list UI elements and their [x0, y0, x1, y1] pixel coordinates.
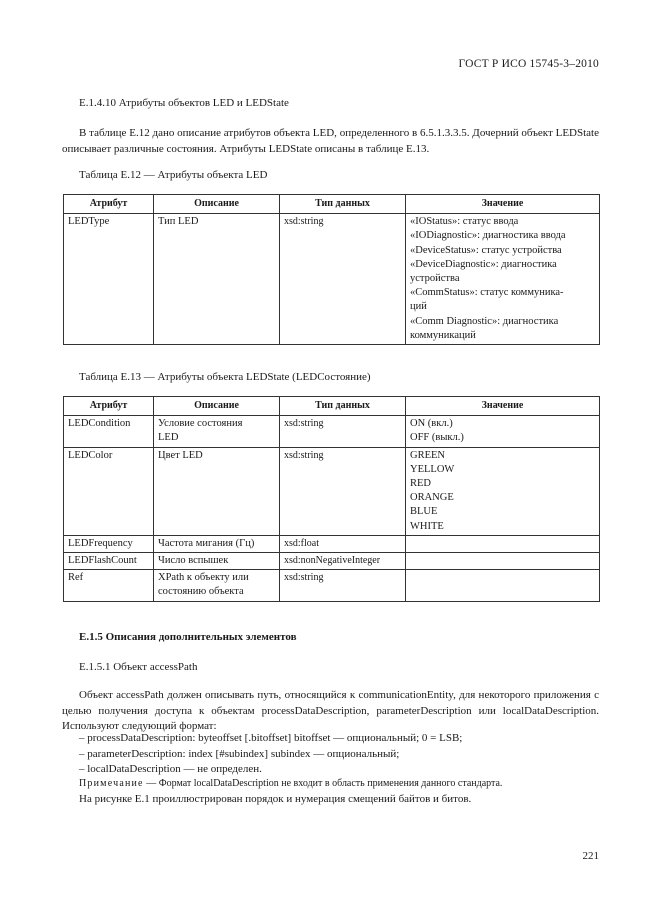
cell-description: [154, 416, 280, 447]
value-line: «Comm Diagnostic»: диагностика: [410, 315, 559, 327]
list-item: – parameterDescription: index [#subindex] subindex — опциональный;: [79, 747, 400, 760]
value-line: OFF (выкл.): [410, 432, 464, 444]
document-header: ГОСТ Р ИСО 15745-3–2010: [458, 58, 599, 70]
value-line: GREEN: [410, 449, 445, 461]
description-line: LED: [158, 432, 179, 444]
column-header-description: Описание: [154, 195, 280, 214]
table-row: [64, 553, 600, 570]
cell-datatype: xsd:string: [280, 570, 406, 601]
value-line: WHITE: [410, 520, 444, 532]
cell-attribute: LEDColor: [64, 447, 154, 535]
cell-datatype: xsd:string: [280, 214, 406, 345]
cell-description: [154, 570, 280, 601]
table-e12: [63, 194, 600, 345]
value-line: ций: [410, 301, 427, 313]
section-heading-e151: E.1.5.1 Объект accessPath: [79, 661, 198, 673]
cell-value: [406, 570, 600, 601]
page-number: 221: [582, 850, 599, 862]
cell-attribute: Ref: [64, 570, 154, 601]
value-line: ON (вкл.): [410, 418, 453, 430]
column-header-attribute: Атрибут: [64, 195, 154, 214]
section-heading-e1410: E.1.4.10 Атрибуты объектов LED и LEDState: [79, 97, 289, 109]
column-header-value: Значение: [406, 397, 600, 416]
cell-value: [406, 214, 600, 345]
description-line: состоянию объекта: [158, 586, 244, 598]
cell-description: [154, 447, 280, 535]
description-line: Цвет LED: [158, 449, 203, 461]
value-line: BLUE: [410, 506, 438, 518]
value-line: RED: [410, 478, 431, 490]
value-line: устройства: [410, 273, 460, 285]
table-row: [64, 535, 600, 552]
cell-attribute: LEDType: [64, 214, 154, 345]
table-e13-caption: Таблица E.13 — Атрибуты объекта LEDState (LEDСостояние): [79, 371, 371, 383]
value-line: «DeviceStatus»: статус устройства: [410, 244, 562, 256]
value-line: «CommStatus»: статус коммуника-: [410, 287, 564, 299]
note-label: Примечание: [79, 778, 144, 789]
column-header-datatype: Тип данных: [280, 195, 406, 214]
cell-description: [154, 535, 280, 552]
cell-description: Тип LED: [154, 214, 280, 345]
value-line: «IOStatus»: статус ввода: [410, 216, 519, 228]
section-e1410-paragraph: В таблице E.12 дано описание атрибутов объекта LED, определенного в 6.5.1.3.3.5. Дочерний объект LEDState описывает различные состояния. Атрибуты LEDState описаны в таблице E.13.: [62, 127, 599, 155]
description-line: Частота мигания (Гц): [158, 537, 255, 549]
value-line: коммуникаций: [410, 329, 476, 341]
cell-datatype: xsd:float: [280, 535, 406, 552]
cell-attribute: LEDFlashCount: [64, 553, 154, 570]
value-line: «DeviceDiagnostic»: диагностика: [410, 258, 557, 270]
description-line: XPath к объекту или: [158, 572, 249, 584]
list-item: – localDataDescription — не определен.: [79, 763, 262, 775]
table-header-row: [64, 195, 600, 214]
column-header-description: Описание: [154, 397, 280, 416]
final-paragraph: На рисунке E.1 проиллюстрирован порядок и нумерация смещений байтов и битов.: [79, 793, 472, 805]
table-row: [64, 416, 600, 447]
column-header-attribute: Атрибут: [64, 397, 154, 416]
note-text: — Формат localDataDescription не входит в область применения данного стандарта.: [143, 778, 503, 789]
table-row: [64, 570, 600, 601]
note: [79, 776, 599, 792]
cell-value: [406, 535, 600, 552]
list-item: – processDataDescription: byteoffset [.bitoffset] bitoffset — опциональный; 0 = LSB;: [79, 732, 463, 744]
description-line: Условие состояния: [158, 418, 243, 430]
cell-description: [154, 553, 280, 570]
value-line: ORANGE: [410, 492, 454, 504]
cell-value: [406, 416, 600, 447]
cell-datatype: xsd:nonNegativeInteger: [280, 553, 406, 570]
format-list: [79, 731, 599, 778]
cell-datatype: xsd:string: [280, 447, 406, 535]
table-e12-caption: Таблица E.12 — Атрибуты объекта LED: [79, 169, 268, 181]
cell-attribute: LEDCondition: [64, 416, 154, 447]
column-header-datatype: Тип данных: [280, 397, 406, 416]
column-header-value: Значение: [406, 195, 600, 214]
value-line: «IODiagnostic»: диагностика ввода: [410, 230, 566, 242]
cell-attribute: LEDFrequency: [64, 535, 154, 552]
cell-datatype: xsd:string: [280, 416, 406, 447]
table-row: [64, 447, 600, 535]
table-header-row: [64, 397, 600, 416]
table-row: [64, 214, 600, 345]
cell-value: [406, 447, 600, 535]
cell-value: [406, 553, 600, 570]
section-e15-paragraph: Объект accessPath должен описывать путь, относящийся к communicationEntity, для некоторого приложения с целью получения доступа к объектам processDataDescription, parameterDescription или localDataDescription. Используют следующий формат:: [62, 689, 599, 732]
value-line: YELLOW: [410, 463, 455, 475]
table-e13: [63, 396, 600, 602]
section-heading-e15: E.1.5 Описания дополнительных элементов: [79, 631, 297, 643]
description-line: Число вспышек: [158, 555, 229, 567]
